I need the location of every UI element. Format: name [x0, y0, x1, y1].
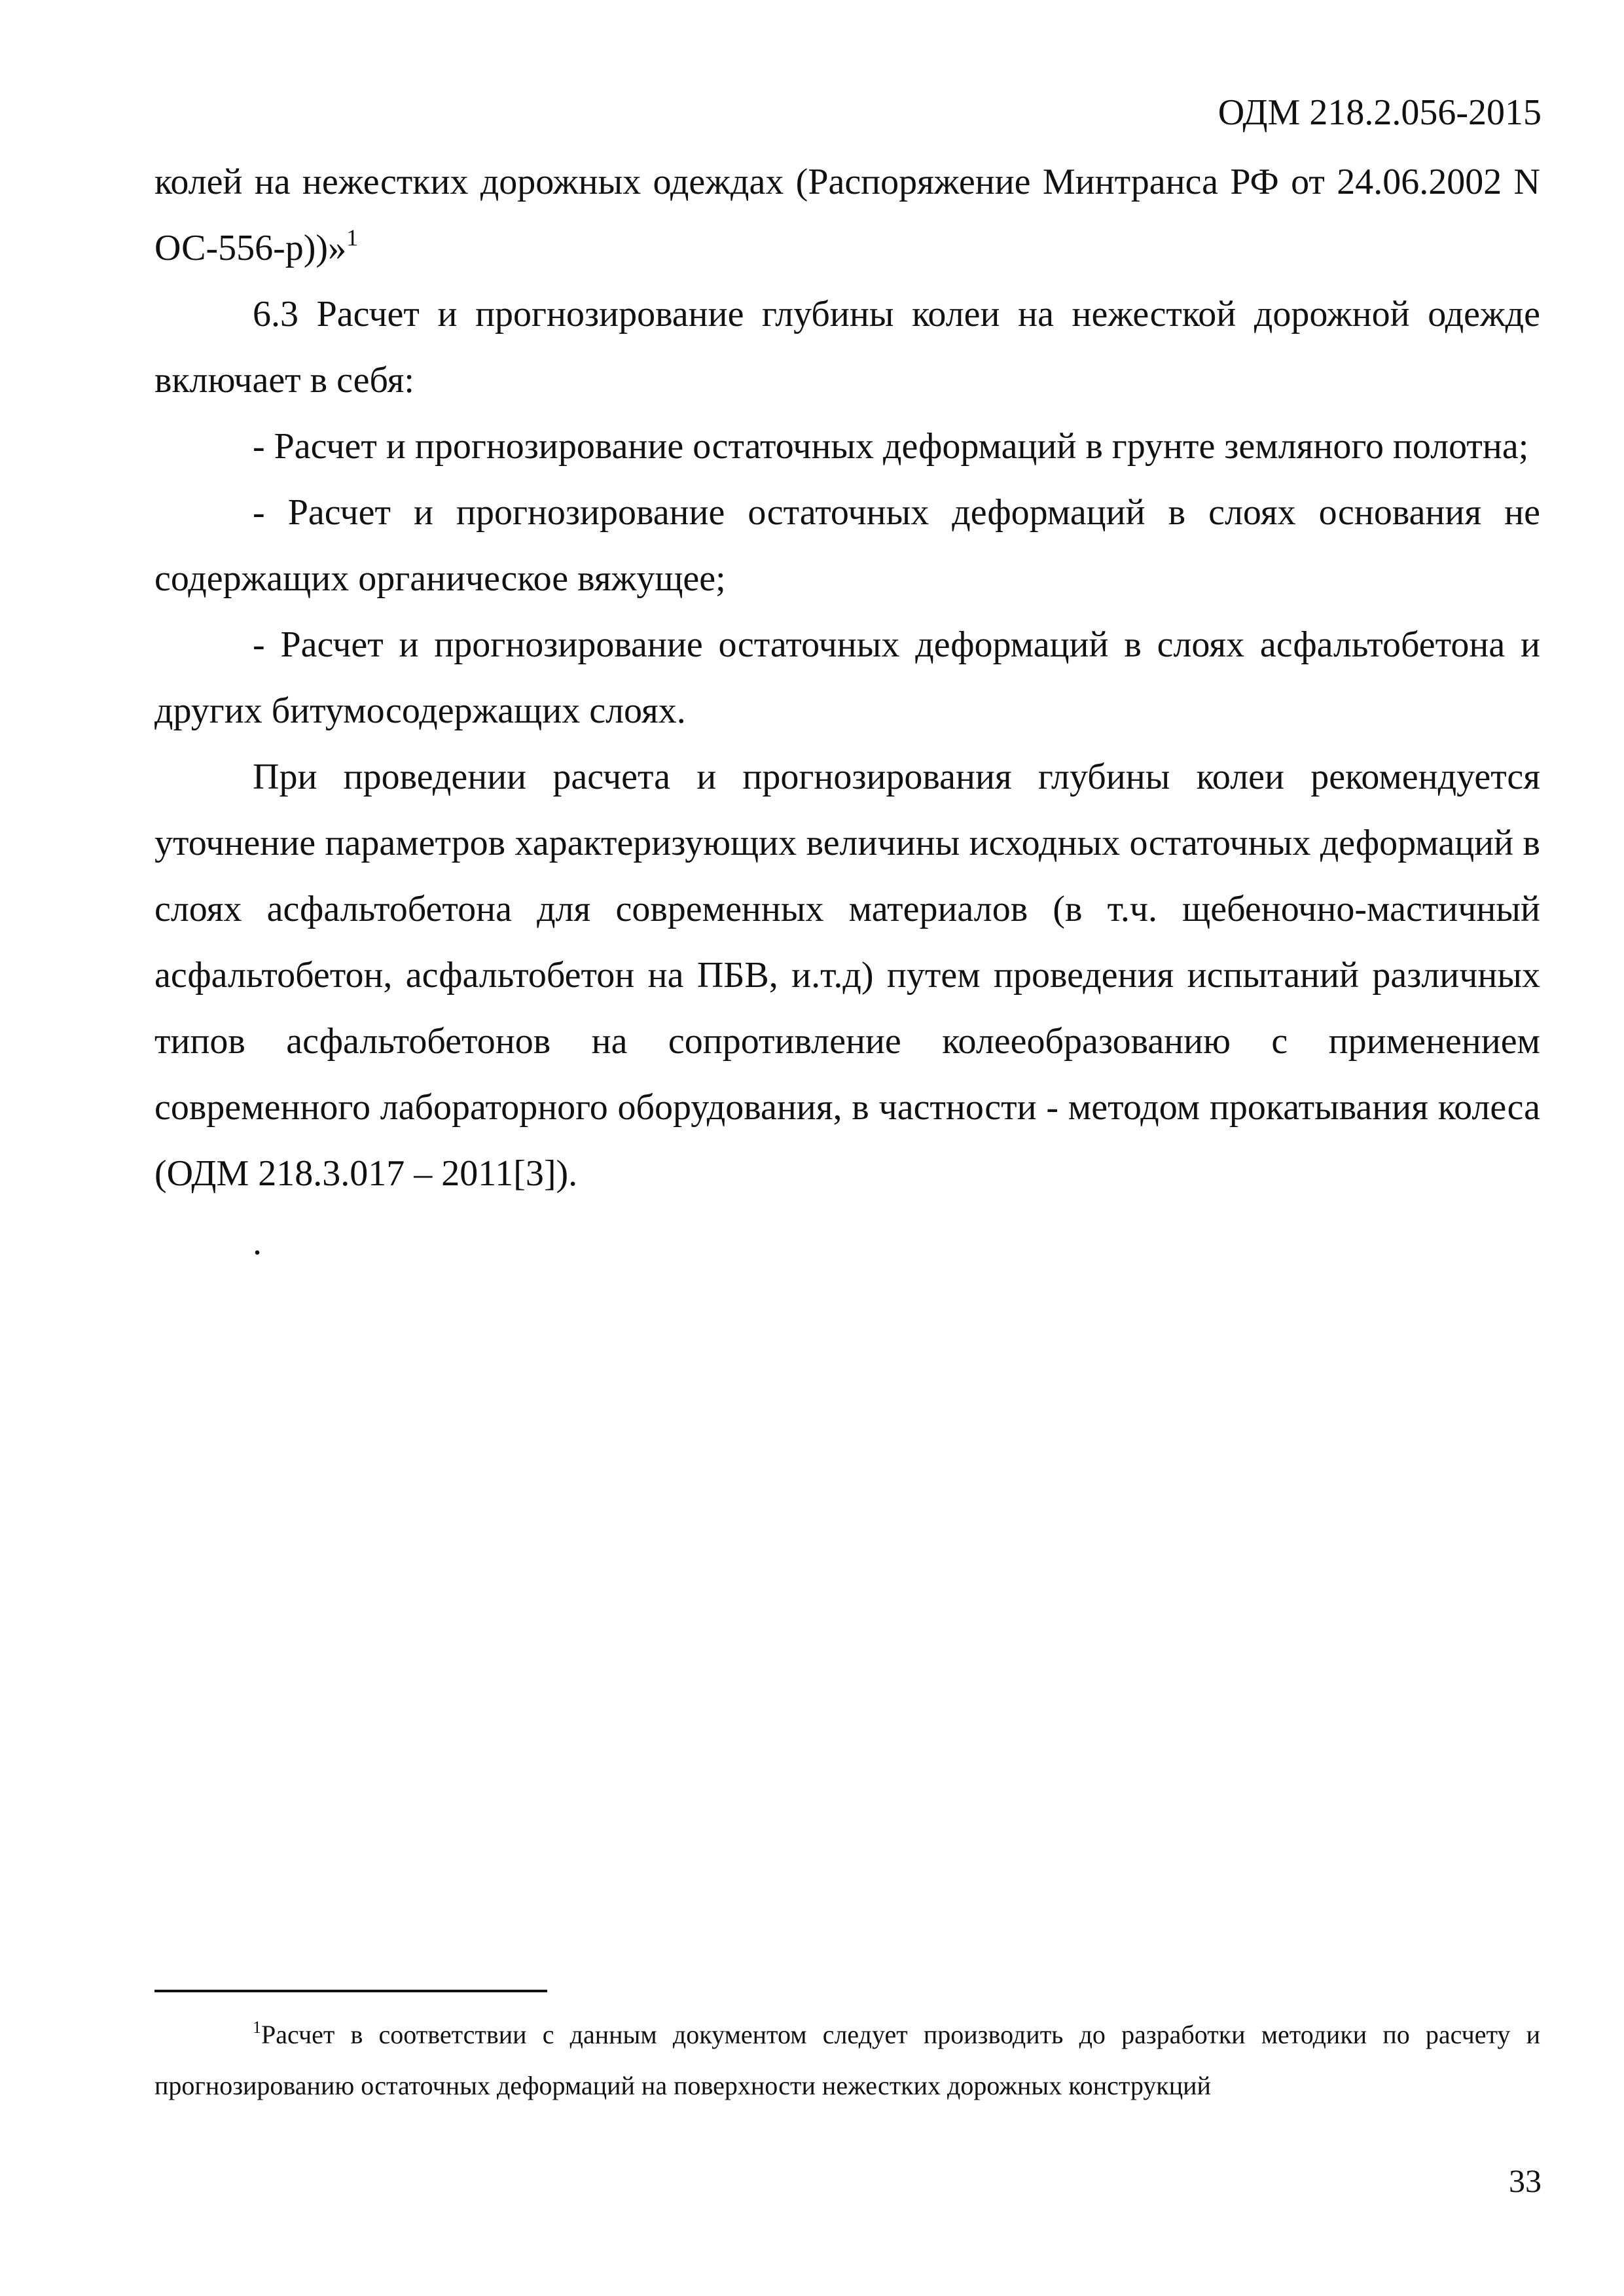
- recommendation-paragraph: При проведении расчета и прогнозирования глубины колеи рекомендуется уточнение параметров характеризующих величины исходных остаточных деформаций в слоях асфальтобетона для современных материалов (в т.ч. щебеночно-мастичный асфальтобетон, асфальтобетон на ПБВ, и.т.д) путем проведения испытаний различных типов асфальтобетонов на сопротивление колееобразованию с применением современного лабораторного оборудования, в частности - методом прокатывания колеса (ОДМ 218.3.017 – 2011[3]).: [154, 757, 1540, 1194]
- list-item: - Расчет и прогнозирование остаточных деформаций в слоях основания не содержащих органическое вяжущее;: [154, 492, 1540, 599]
- document-code-header: ОДМ 218.2.056-2015: [1218, 92, 1542, 133]
- footnote-separator: [154, 1990, 547, 1992]
- footnote: [154, 2009, 1540, 2111]
- page-number: 33: [1509, 2162, 1542, 2199]
- stray-mark: .: [253, 1222, 262, 1263]
- main-text: [154, 149, 1540, 1268]
- footnote-marker: 1: [253, 2018, 261, 2037]
- list-item: - Расчет и прогнозирование остаточных деформаций в слоях асфальтобетона и других битумосодержащих слоях.: [154, 624, 1540, 731]
- footnote-text: Расчет в соответствии с данным документом следует производить до разработки методики по расчету и прогнозированию остаточных деформаций на поверхности нежестких дорожных конструкций: [154, 2020, 1540, 2100]
- footnote-reference: 1: [346, 224, 359, 251]
- continuation-paragraph: [154, 149, 1540, 281]
- section-6-3-intro: 6.3 Расчет и прогнозирование глубины колеи на нежесткой дорожной одежде включает в себя:: [154, 294, 1540, 401]
- list-item: - Расчет и прогнозирование остаточных деформаций в грунте земляного полотна;: [253, 426, 1529, 467]
- footnote-paragraph: [154, 2009, 1540, 2111]
- continuation-text: колей на нежестких дорожных одеждах (Распоряжение Минтранса РФ от 24.06.2002 N ОС-556-р))»: [154, 162, 1540, 268]
